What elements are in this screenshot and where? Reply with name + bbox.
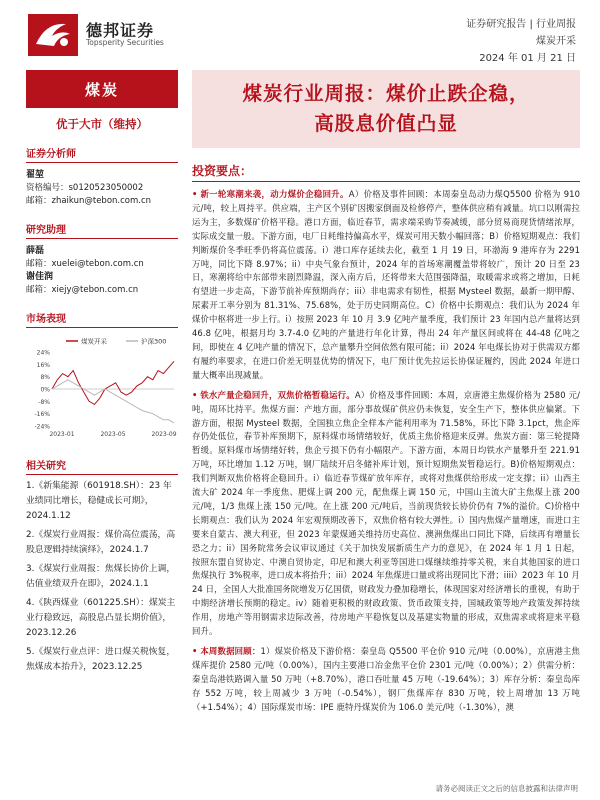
assistant-email[interactable]: 邮箱：xuelei@tebon.com.cn [26,259,144,269]
category-banner: 煤炭 [26,70,178,108]
related-heading: 相关研究 [26,457,178,475]
left-sidebar [26,70,178,675]
y-tick-label: 16% [36,361,50,369]
industry-label: 煤炭开采 [536,36,576,47]
paragraph-thermal-coal [192,188,580,383]
title-line-2: 高股息价值凸显 [314,112,458,135]
paragraph-body: A）价格及事件回顾：本周，京唐港主焦煤价格为 2580 元/吨，周环比持平。焦煤方面：产地方面，部分事故煤矿供应仍未恢复，安全生产下，整体供应偏紧。下游方面，根据 Mysteel 数据，全国独立焦企全样本产能利用率为 71.58%，环比下降 3.1pct，焦企库存仍处低位，春节补库预期下，原料煤市场情绪较好，优质主焦价格迎来反弹。焦炭方面：第三轮提降暂缓。原料煤市场情绪好转，焦企亏损下仍有小幅限产。下游方面，本周日均铁水产量攀升至 221.91 万吨，环比增加 1.12 万吨，钢厂陆续开启冬储补库计划，预计短期焦炭暂稳运行。B)价格短期观点：我们判断双焦价格将企稳回升。i）临近春节煤矿放年库存，或将对焦煤供给形成一定支撑；ii）山西主流大矿 2024 年一季度焦、肥煤上调 200 元，配焦煤上调 150 元，中国山主流大矿主焦煤上涨 200 元/吨，1/3 焦煤上涨 150 元/吨。在上涨 200 元/吨后，当前现货较长协价仍有 7%的溢价。C)价格中长期观点：我们认为 2024 年宏观预期改善下，双焦价格有较大弹性。i）国内焦煤产量增速，而进口主要来自蒙古、澳大利亚，但 2023 年蒙煤通关维持历史高位、澳洲焦煤出口同比下降，后续再有增量长恐之力；ii）国务院常务会议审议通过《关于加快发展新质生产力的意见》，在 2024 年 1 月 1 日起，按照东盟自贸协定、中澳自贸协定，印尼和澳大利亚等国进口煤继续维持零关税，来自其他国家的进口焦煤执行 3%税率，进口成本将抬升；iii）2024 年焦煤进口量或将出现同比下滑；iiii）2023 年 10 月 24 日，全国人大批准国务院增发万亿国债，财政发力叠加稳增长，体现国家对经济增长的重视，有助于中期经济增长预期的稳定。iv）随着更积极的财政政策、货币政策支持，国城政策等地产政策发挥持续作用，房地产等用钢需求边际改善，待房地产平稳恢复以及基建实物量的形成，双焦需求或将迎来平稳回升。 [192,389,580,637]
series-line [52,361,174,404]
assistant-name: 谢佳润 [26,272,54,282]
series-line [52,380,174,423]
report-date: 2024 年 01 月 21 日 [479,53,576,64]
legend-label: 沪深300 [141,337,167,346]
header-meta [466,16,576,67]
legend-label: 煤炭开采 [81,337,107,346]
y-tick-label: -8% [38,398,50,406]
market-chart [26,334,178,444]
report-type: 证券研究报告 | 行业周报 [466,19,576,30]
paragraph-lead: 本周数据回顾： [200,646,261,656]
bullet-icon: • [192,389,198,400]
paragraph-coking-coal [192,389,580,639]
assistant-name: 薛磊 [26,246,45,256]
related-research-list [26,479,178,675]
bullet-icon: • [192,646,198,656]
paragraph-weekly-data [192,645,580,715]
analyst-name: 翟堃 [26,170,45,180]
related-item[interactable]: 1.《新集能源（601918.SH）：23 年业绩同比增长，稳健成长可期》，2024.1.12 [26,481,172,521]
analyst-email[interactable]: 邮箱：zhaikun@tebon.com.cn [26,196,152,206]
related-item[interactable]: 2.《煤炭行业周报：煤价高位震荡，高股息逻辑持续演绎》，2024.1.7 [26,530,176,555]
y-tick-label: 24% [36,349,50,357]
y-tick-label: -24% [34,423,50,431]
x-tick-label: 2023-05 [100,431,126,438]
analyst-heading: 证券分析师 [26,145,178,163]
assistant-email[interactable]: 邮箱：xiejy@tebon.com.cn [26,285,139,295]
analyst-info [26,169,178,208]
main-content [192,70,580,715]
title-line-1: 煤炭行业周报：煤价止跌企稳， [242,82,530,105]
market-heading: 市场表现 [26,310,178,328]
report-header [0,0,600,62]
bullet-icon: • [192,189,198,199]
related-item[interactable]: 5.《煤炭行业点评：进口煤关税恢复，焦煤成本抬升》，2023.12.25 [26,647,176,672]
rating: 优于大市（维持） [56,117,148,131]
report-title [192,70,580,148]
y-tick-label: 8% [40,374,50,382]
y-tick-label: 0% [40,386,50,394]
x-tick-label: 2023-09 [151,431,177,438]
paragraph-body: 1）煤炭价格及下游价格：秦皇岛 Q5500 平仓价 910 元/吨（0.00%），京唐港主焦煤库提价 2580 元/吨（0.00%），国内主要港口冶金焦平仓价 2301 元/吨（0.00%）；2）供需分析：秦皇岛港铁路调入量 50 万吨（+8.70%），港口吞吐量 45 万吨（-19.64%）；3）库存分析：秦皇岛库存 552 万吨，较上周减少 3 万吨（-0.54%），钢厂焦煤库存 830 万吨，较上周增加 13 万吨（+1.54%）；4）国际煤炭市场：IPE 鹿特丹煤炭价为 106.0 美元/吨（-1.30%），澳 [192,646,580,712]
market-chart-svg [26,334,178,444]
y-tick-label: -16% [34,411,50,419]
analyst-cert: 资格编号：s0120523050002 [26,183,144,193]
related-item[interactable]: 3.《煤炭行业周报：焦煤长协价上调，估值业绩双升在即》，2024.1.1 [26,564,176,589]
logo-english-text: Topsperity Securities [86,38,164,47]
x-tick-label: 2023-01 [49,431,75,438]
tebon-logo-icon [28,14,78,56]
assistant-info [26,245,178,297]
assistant-heading: 研究助理 [26,221,178,239]
related-item[interactable]: 4.《陕西煤业（601225.SH）：煤炭主业行稳致远，高股息凸显长期价值》，2023.12.26 [26,598,176,638]
logo-text: 德邦证券 [86,21,155,40]
paragraph-body: A）价格及事件回顾：本周秦皇岛动力煤Q5500 价格为 910 元/吨，较上周持平。供应端，主产区个别矿因搬家倒面及检修停产，整体供应稍有减量。坑口以刚需拉运为主，多数煤矿价格平稳。港口方面，临近春节，需求端采购节奏减缓，部分贸易商现货情绪浓厚，实际成交量一般。下游方面，电厂日耗维持偏高水平，煤炭可用天数小幅回落；B）价格短期观点：我们判断煤价冬季旺季仍将高位震荡。i）港口库存延续去化，截至 1 月 19 日，环渤海 9 港库存为 2291 万吨，同比下降 8.97%；ii）中央气象台预计，2024 年的首场寒潮覆盖带将较广，预计 20 日至 23 日，寒潮将给中东部带来剧烈降温，深入南方后，还将带来大范围强降温，取暖需求或将之增加，日耗有望进一步走高，下游节前补库预期尚存；iii）非电需求有韧性，根据 Mysteel 数据，最新一期甲醇、尿素开工率分别为 81.31%、75.68%，处于历史同期高位。C）价格中长期观点：我们认为 2024 年煤价中枢将进一步上行。i）按照 2023 年 10 月 3.9 亿吨产量季度，我们预计 23 年国内总产量将达到 46.8 亿吨，根据月均 3.7-4.0 亿吨的产量进行年化计算，得出 24 年产量区间或将在 44-48 亿吨之间，即使在 4 亿吨产量的情况下，总产量攀升空间依然有限可能；ii）2024 年电煤长协对于供需双方都有履约率要求，在进口价差无明显优势的情况下，电厂预计优先拉运长协保证履约，因此 2024 年进口量大概率出现减量。 [192,189,581,380]
paragraph-lead: 铁水产量企稳回升，双焦价格暂稳运行。 [200,389,355,400]
footer-disclaimer: 请务必阅读正文之后的信息披露和法律声明 [435,784,578,793]
paragraph-lead: 新一轮寒潮来袭，动力煤价企稳回升。 [200,189,349,199]
investment-points-heading: 投资要点： [192,162,580,182]
